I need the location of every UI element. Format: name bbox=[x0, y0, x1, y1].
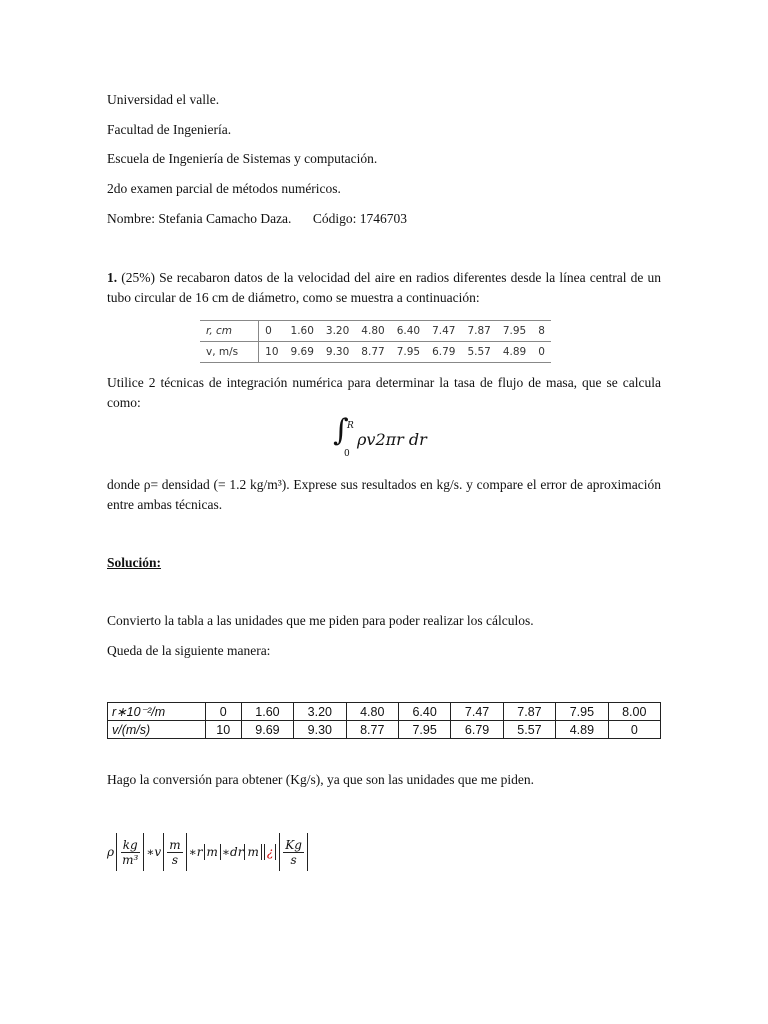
table-cell: 9.69 bbox=[285, 342, 320, 363]
fraction bbox=[167, 838, 182, 867]
table-cell: 7.87 bbox=[503, 703, 555, 721]
table-cell: 7.95 bbox=[398, 721, 450, 739]
problem-number: 1. bbox=[107, 270, 118, 285]
table-cell: 1.60 bbox=[285, 321, 320, 342]
density-unit-bracket bbox=[116, 833, 144, 871]
table-cell: 5.57 bbox=[503, 721, 555, 739]
integral-lower-limit: 0 bbox=[344, 449, 350, 459]
table-row bbox=[108, 703, 661, 721]
times-dr: ∗dr bbox=[221, 845, 244, 859]
table-cell: 4.89 bbox=[497, 342, 532, 363]
integral-sign: ∫ bbox=[333, 413, 349, 448]
table-cell: 1.60 bbox=[241, 703, 293, 721]
problem-text: (25%) Se recabaron datos de la velocidad del aire en radios diferentes desde la línea central de un tubo circular de 16 cm de diámetro, como se muestra a continuación: bbox=[107, 270, 661, 305]
unit-conversion-formula bbox=[107, 830, 310, 874]
table-cell: 6.79 bbox=[451, 721, 503, 739]
integral-upper-limit: R bbox=[347, 421, 354, 431]
converted-data-table bbox=[107, 702, 661, 739]
table-cell: 7.47 bbox=[451, 703, 503, 721]
numerator: Kg bbox=[285, 837, 302, 852]
table-cell: 10 bbox=[259, 342, 285, 363]
table-cell: 8.00 bbox=[608, 703, 660, 721]
integral-expression: ρv2πr dr bbox=[357, 430, 427, 449]
numerator: kg bbox=[122, 837, 138, 852]
table-cell: 0 bbox=[205, 703, 241, 721]
times-v: ∗v bbox=[146, 845, 162, 859]
table-cell: 4.80 bbox=[346, 703, 398, 721]
denominator: m³ bbox=[122, 852, 139, 867]
exam-title: 2do examen parcial de métodos numéricos. bbox=[107, 181, 341, 196]
row-label-velocity: v/(m/s) bbox=[108, 721, 206, 739]
row-label-velocity: v, m/s bbox=[200, 342, 259, 363]
table-row bbox=[200, 321, 551, 342]
solution-text-1: Convierto la tabla a las unidades que me piden para poder realizar los cálculos. bbox=[107, 613, 534, 628]
problem-statement bbox=[107, 268, 661, 308]
row-label-radius: r∗10⁻²/m bbox=[108, 703, 206, 721]
university-name: Universidad el valle. bbox=[107, 92, 220, 107]
denominator: s bbox=[171, 852, 178, 867]
table-cell: 7.95 bbox=[497, 321, 532, 342]
instructions-text: Utilice 2 técnicas de integración numérica para determinar la tasa de flujo de masa, que se calcula como: bbox=[107, 375, 661, 410]
radius-unit-bracket: m bbox=[204, 844, 221, 860]
table-cell: 6.40 bbox=[398, 703, 450, 721]
table-cell: 4.80 bbox=[355, 321, 390, 342]
table-row bbox=[200, 342, 551, 363]
velocity-unit-bracket bbox=[163, 833, 186, 871]
student-name bbox=[107, 211, 407, 227]
solution-text-2: Queda de la siguiente manera: bbox=[107, 643, 271, 658]
school-name: Escuela de Ingeniería de Sistemas y computación. bbox=[107, 151, 378, 166]
table-cell: 4.89 bbox=[556, 721, 608, 739]
table-cell: 9.69 bbox=[241, 721, 293, 739]
table-cell: 9.30 bbox=[294, 721, 346, 739]
fraction bbox=[120, 838, 140, 867]
rho-symbol: ρ bbox=[107, 845, 115, 859]
unknown-symbol: ¿ bbox=[264, 844, 276, 860]
table-cell: 7.87 bbox=[461, 321, 496, 342]
numerator: m bbox=[169, 837, 181, 852]
table-cell: 0 bbox=[259, 321, 285, 342]
table-cell: 7.95 bbox=[556, 703, 608, 721]
table-cell: 7.95 bbox=[391, 342, 426, 363]
table-cell: 5.57 bbox=[461, 342, 496, 363]
result-unit-bracket bbox=[279, 833, 308, 871]
table-cell: 6.79 bbox=[426, 342, 461, 363]
dr-unit-bracket: m bbox=[244, 844, 261, 860]
table-cell: 0 bbox=[608, 721, 660, 739]
table-cell: 10 bbox=[205, 721, 241, 739]
table-cell: 3.20 bbox=[294, 703, 346, 721]
density-text: donde ρ= densidad (= 1.2 kg/m³). Exprese sus resultados en kg/s. y compare el error de aproximación entre ambas técnicas. bbox=[107, 477, 661, 512]
table-cell: 9.30 bbox=[320, 342, 355, 363]
table-cell: 8 bbox=[532, 321, 551, 342]
table-row bbox=[108, 721, 661, 739]
table-cell: 7.47 bbox=[426, 321, 461, 342]
solution-text-3: Hago la conversión para obtener (Kg/s), ya que son las unidades que me piden. bbox=[107, 772, 534, 787]
faculty-name: Facultad de Ingeniería. bbox=[107, 122, 232, 137]
code-label: Código: 1746703 bbox=[312, 211, 407, 226]
solution-heading: Solución: bbox=[107, 555, 162, 570]
row-label-radius: r, cm bbox=[200, 321, 259, 342]
table-cell: 8.77 bbox=[355, 342, 390, 363]
times-r: ∗r bbox=[188, 845, 203, 859]
table-cell: 3.20 bbox=[320, 321, 355, 342]
velocity-data-table bbox=[200, 320, 551, 363]
denominator: s bbox=[290, 852, 297, 867]
name-label: Nombre: Stefania Camacho Daza. bbox=[107, 211, 292, 226]
table-cell: 0 bbox=[532, 342, 551, 363]
table-cell: 8.77 bbox=[346, 721, 398, 739]
table-cell: 6.40 bbox=[391, 321, 426, 342]
fraction bbox=[283, 838, 304, 867]
